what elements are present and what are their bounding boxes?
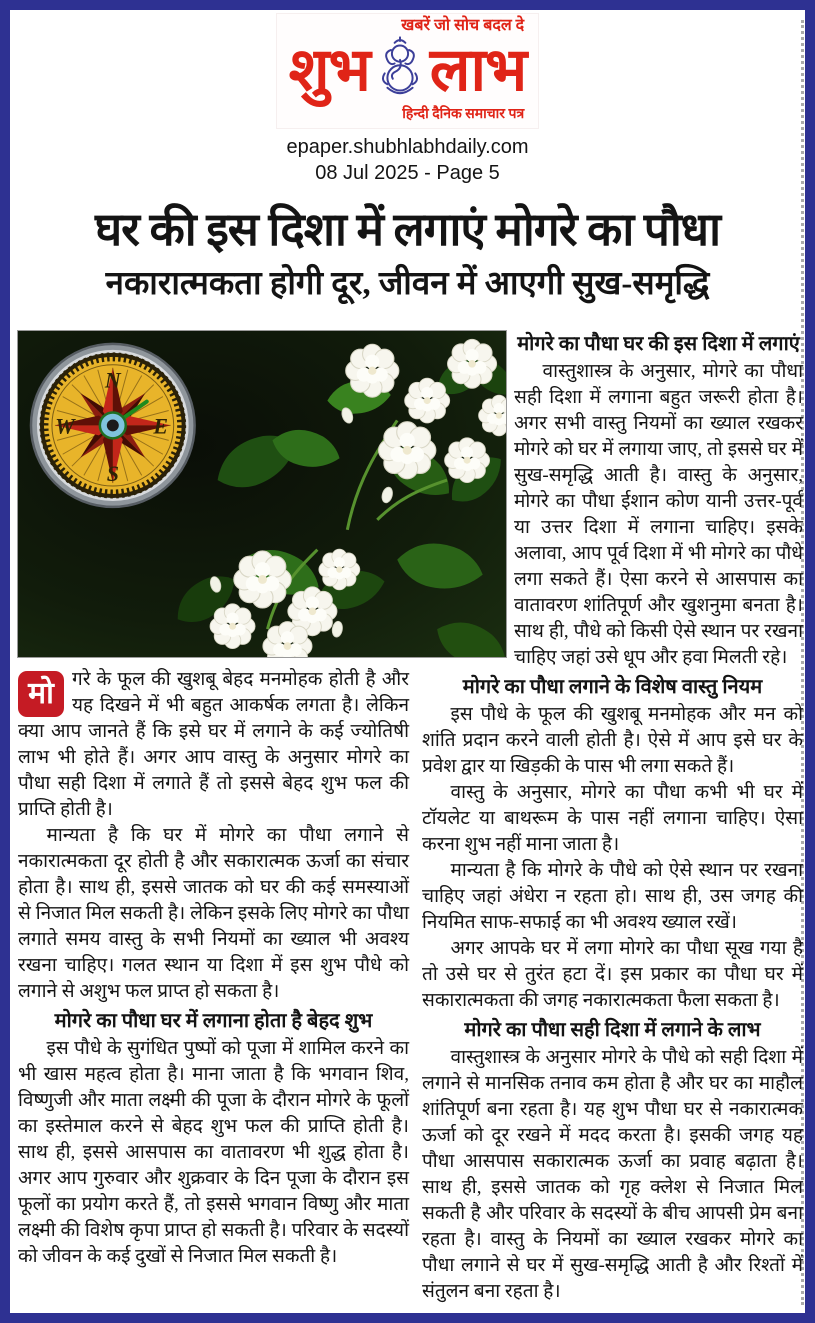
left-col-para-2: मान्यता है कि घर में मोगरे का पौधा लगाने से नकारात्मकता दूर होती है और सकारात्मक ऊर्जा का संचार होता है। साथ ही, इससे जातक को घर की कई समस्याओं से निजात मिल सकती है। लेकिन इसके लिए मोगरे का पौधा लगाते समय वास्तु के सभी नियमों का ख्याल भी अवश्य रखना चाहिए। गलत स्थान या दिशा में इस शुभ पौधे को लगाने से अशुभ फल प्राप्त हो सकता है। xyxy=(18,825,409,1002)
right-col-para-3: वास्तु के अनुसार, मोगरे का पौधा कभी भी घर में टॉयलेट या बाथरूम के पास नहीं लगाना चाहिए। ऐसा करना शुभ नहीं माना जाता है। xyxy=(422,782,803,855)
article-body xyxy=(17,330,803,1315)
website-url: epaper.shubhlabhdaily.com xyxy=(286,136,529,159)
logo-main-row xyxy=(289,35,526,106)
column-right xyxy=(422,331,803,1305)
left-col-para-1 xyxy=(18,667,409,823)
newspaper-logo xyxy=(276,13,539,129)
logo-word-shubh: शुभ xyxy=(288,37,370,104)
right-col-para-1: वास्तुशास्त्र के अनुसार, मोगरे का पौधा सही दिशा में लगाना बहुत जरूरी होता है। अगर सभी वास्तु नियमों का ख्याल रखकर मोगरे को घर में लगाया जाए, तो इससे घर में सुख-समृद्धि आती है। वास्तु के अनुसार, मोगरे का पौधा ईशान कोण यानी उत्तर-पूर्व या उत्तर दिशा में लगाना चाहिए। इसके अलावा, आप पूर्व दिशा में भी मोगरे का पौधे लगा सकते हैं। ऐसा करने से आसपास का वातावरण शांतिपूर्ण और खुशनुमा बनता है। साथ ही, पौधे को किसी ऐसे स्थान पर रखना चाहिए जहां उसे धूप और हवा मिलती रहे। xyxy=(514,361,803,668)
masthead xyxy=(10,10,805,185)
compass-label-n: N xyxy=(104,367,121,393)
right-col-para-6: वास्तुशास्त्र के अनुसार मोगरे के पौधे को सही दिशा में लगाने से मानसिक तनाव कम होता है और घर का माहौल शांतिपूर्ण बना रहता है। यह शुभ पौधा घर से नकारात्मक ऊर्जा को दूर रखने में मदद करता है। इसकी जगह यह पौधा आसपास सकारात्मक ऊर्जा का प्रवाह बढ़ाता है। साथ ही, इससे जातक को गृह क्लेश से निजात मिल सकती है और परिवार के सदस्यों के बीच आपसी प्रेम बना रहता है। वास्तु के नियमों का ख्याल रखकर मोगरे का पौधा लगाने से घर में सुख-समृद्धि आती है और रिश्तों में संतुलन बना रहता है। xyxy=(422,1047,803,1302)
sub-headline: नकारात्मकता होगी दूर, जीवन में आएगी सुख-समृद्धि xyxy=(105,265,710,302)
right-col-heading-1: मोगरे का पौधा घर की इस दिशा में लगाएं xyxy=(517,333,800,355)
compass-icon xyxy=(31,344,195,507)
left-col-heading-1: मोगरे का पौधा घर में लगाना होता है बेहद शुभ xyxy=(54,1010,373,1032)
right-col-para-4: मान्यता है कि मोगरे के पौधे को ऐसे स्थान पर रखना चाहिए जहां अंधेरा न रहता हो। साथ ही, उस जगह की नियमित साफ-सफाई का भी अवश्य ख्याल रखें। xyxy=(422,860,803,933)
main-headline: घर की इस दिशा में लगाएं मोगरे का पौधा xyxy=(94,204,721,256)
compass-label-s: S xyxy=(106,461,119,487)
compass-label-w: W xyxy=(55,413,75,439)
logo-word-labh: लाभ xyxy=(429,37,527,104)
logo-subtitle: हिन्दी दैनिक समाचार पत्र xyxy=(402,107,525,123)
right-col-heading-3: मोगरे का पौधा सही दिशा में लगाने के लाभ xyxy=(464,1019,761,1041)
date-page-label: 08 Jul 2025 - Page 5 xyxy=(315,162,500,185)
left-col-para-1-text: गरे के फूल की खुशबू बेहद मनमोहक होती है और यह दिखने में भी बहुत आकर्षक लगता है। लेकिन क्या आप जानते हैं कि इसे घर में लगाने के कई ज्योतिषी लाभ भी होते हैं। अगर आप वास्तु के अनुसार मोगरे का पौधा सही दिशा में लगाते हैं तो इससे बेहद शुभ फल की प्राप्ति होती है। xyxy=(18,669,409,820)
drop-cap: मो xyxy=(18,671,64,717)
logo-tagline: खबरें जो सोच बदल दे xyxy=(401,17,525,34)
compass-label-e: E xyxy=(153,413,169,439)
photo-wrap-spacer xyxy=(422,331,514,663)
left-col-para-3: इस पौधे के सुगंधित पुष्पों को पूजा में शामिल करने का भी खास महत्व होता है। माना जाता है कि भगवान शिव, विष्णुजी और माता लक्ष्मी की पूजा के दौरान मोगरे के फूलों का इस्तेमाल करने से बेहद शुभ फल की प्राप्ति होती है। साथ ही, इससे आसपास का वातावरण भी शुद्ध होता है। अगर आप गुरुवार और शुक्रवार के दिन पूजा के दौरान इस फूलों का प्रयोग करते हैं, तो इससे भगवान विष्णु और माता लक्ष्मी की विशेष कृपा प्राप्त हो सकती है। परिवार के सदस्यों को जीवन के कई दुखों से निजात मिल सकती है। xyxy=(18,1038,409,1267)
right-col-para-2: इस पौधे के फूल की खुशबू मनमोहक और मन को शांति प्रदान करने वाली होती है। ऐसे में आप इसे घर के प्रवेश द्वार या खिड़की के पास भी लगा सकते हैं। xyxy=(422,704,803,777)
column-left xyxy=(18,667,409,1270)
right-col-para-5: अगर आपके घर में लगा मोगरे का पौधा सूख गया है तो उसे घर से तुरंत हटा दें। इस प्रकार का पौधा घर में सकारात्मकता की जगह नकारात्मकता फैला सकता है। xyxy=(422,938,803,1011)
right-col-heading-2: मोगरे का पौधा लगाने के विशेष वास्तु नियम xyxy=(462,676,763,698)
ganesha-icon xyxy=(373,35,427,106)
